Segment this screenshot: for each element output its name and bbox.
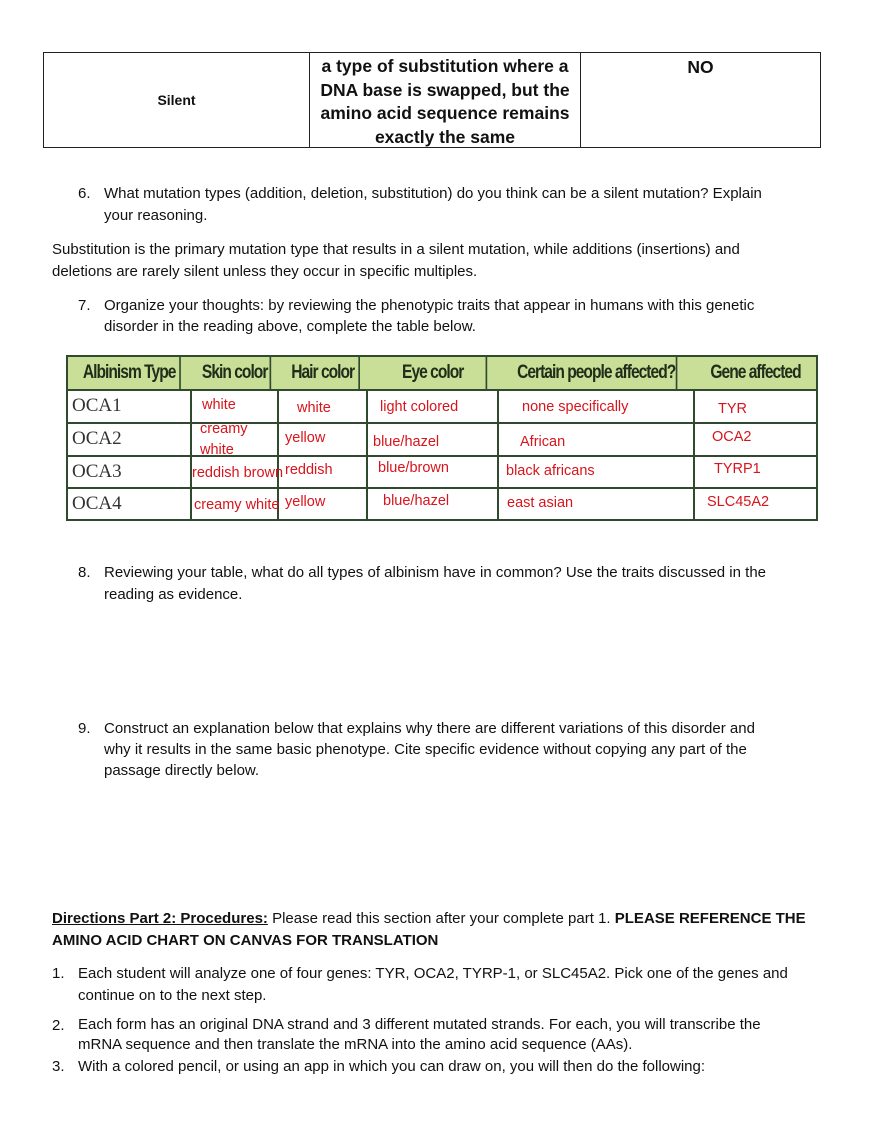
gene-affected-answer[interactable]: TYR	[718, 401, 747, 417]
table-row	[68, 391, 816, 424]
step-number: 1.	[52, 965, 65, 982]
step-line: Each form has an original DNA strand and 3 different mutated strands. For each, you will transcribe the	[78, 1016, 761, 1033]
step-number: 2.	[52, 1017, 65, 1034]
eye-color-cell	[368, 489, 499, 519]
step-line: With a colored pencil, or using an app in which you can draw on, you will then do the following:	[78, 1058, 706, 1075]
question-8-answer-area[interactable]	[104, 610, 824, 710]
hair-color-answer[interactable]: white	[297, 400, 331, 416]
question-line: passage directly below.	[104, 762, 260, 779]
table-header-row	[68, 357, 816, 391]
question-number: 7.	[78, 297, 91, 314]
directions-emphasis-line2: AMINO ACID CHART ON CANVAS FOR TRANSLATION	[52, 932, 439, 949]
question-number: 6.	[78, 185, 91, 202]
people-affected-cell	[499, 391, 695, 422]
question-line: why it results in the same basic phenotype. Cite specific evidence without copying any part of the	[104, 741, 747, 758]
hair-color-answer[interactable]: reddish	[285, 462, 333, 478]
eye-color-cell	[368, 457, 499, 487]
people-affected-answer[interactable]: black africans	[506, 463, 595, 479]
gene-affected-answer[interactable]: SLC45A2	[707, 494, 770, 510]
question-line: your reasoning.	[104, 207, 208, 224]
people-affected-cell	[499, 424, 695, 455]
directions-part-2	[52, 908, 832, 952]
directions-title: Directions Part 2: Procedures:	[52, 910, 268, 927]
albinism-type: OCA3	[68, 457, 192, 487]
hair-color-cell	[279, 391, 368, 422]
question-line: Construct an explanation below that explains why there are different variations of this disorder and	[104, 720, 755, 737]
people-affected-cell	[499, 489, 695, 519]
hair-color-cell	[279, 489, 368, 519]
people-affected-cell	[499, 457, 695, 487]
hair-color-cell	[279, 457, 368, 487]
question-6-answer	[52, 239, 828, 283]
mutation-definition-table	[43, 52, 821, 148]
eye-color-answer[interactable]: blue/hazel	[373, 434, 440, 450]
header-hair-color: Hair color	[287, 357, 360, 389]
header-gene-affected: Gene affected	[710, 362, 801, 383]
skin-color-answer[interactable]: white	[202, 397, 236, 413]
gene-affected-cell	[695, 391, 816, 422]
people-affected-answer[interactable]: African	[520, 434, 566, 450]
gene-affected-cell	[695, 489, 816, 519]
header-people-affected: Certain people affected?	[517, 357, 678, 389]
question-text	[104, 718, 755, 781]
directions-intro: Please read this section after your complete part 1.	[267, 910, 615, 927]
step-text	[78, 963, 788, 1007]
step-text	[78, 1015, 761, 1055]
question-line: Reviewing your table, what do all types of albinism have in common? Use the traits discussed in the	[104, 564, 766, 581]
table-row	[68, 457, 816, 489]
header-skin-color: Skin color	[200, 357, 271, 389]
question-number: 9.	[78, 720, 91, 737]
question-9-answer-area[interactable]	[104, 790, 824, 890]
skin-color-answer[interactable]: reddish brown	[192, 465, 284, 481]
step-line: continue on to the next step.	[78, 987, 267, 1004]
table-row	[68, 489, 816, 519]
mutation-definition-cell: a type of substitution where a DNA base is swapped, but the amino acid sequence remains exactly the same	[310, 53, 581, 147]
question-line: disorder in the reading above, complete the table below.	[104, 318, 476, 335]
skin-color-answer-line2[interactable]: white	[200, 442, 234, 458]
gene-affected-answer[interactable]: TYRP1	[714, 461, 761, 477]
gene-affected-answer[interactable]: OCA2	[712, 429, 752, 445]
mutation-type-cell: Silent	[44, 53, 310, 147]
hair-color-cell	[279, 424, 368, 455]
eye-color-cell	[368, 391, 499, 422]
skin-color-answer[interactable]: creamy white	[194, 497, 280, 513]
albinism-type: OCA2	[68, 424, 192, 455]
albinism-traits-table	[66, 355, 818, 521]
step-number: 3.	[52, 1058, 65, 1075]
question-text	[104, 295, 754, 337]
skin-color-cell	[192, 457, 284, 487]
gene-affected-cell	[695, 457, 816, 487]
people-affected-answer[interactable]: none specifically	[522, 399, 629, 415]
albinism-type: OCA4	[68, 489, 192, 519]
skin-color-cell	[192, 391, 279, 422]
skin-color-cell	[192, 489, 279, 519]
eye-color-answer[interactable]: blue/hazel	[383, 493, 450, 509]
question-text	[104, 183, 828, 227]
question-text	[104, 562, 766, 606]
step-text	[78, 1056, 705, 1078]
hair-color-answer[interactable]: yellow	[285, 494, 326, 510]
header-albinism-type: Albinism Type	[79, 357, 181, 389]
people-affected-answer[interactable]: east asian	[507, 495, 574, 511]
eye-color-answer[interactable]: light colored	[380, 399, 459, 415]
step-line: mRNA sequence and then translate the mRNA into the amino acid sequence (AAs).	[78, 1036, 633, 1053]
skin-color-cell	[192, 421, 279, 458]
albinism-type: OCA1	[68, 391, 192, 422]
hair-color-answer[interactable]: yellow	[285, 430, 326, 446]
header-eye-color: Eye color	[380, 357, 487, 389]
protein-change-cell: NO	[687, 57, 714, 77]
question-line: reading as evidence.	[104, 586, 243, 603]
question-line: What mutation types (addition, deletion, substitution) do you think can be a silent mutation? Explain	[104, 185, 762, 202]
eye-color-answer[interactable]: blue/brown	[378, 460, 449, 476]
question-line: Organize your thoughts: by reviewing the phenotypic traits that appear in humans with this genetic	[104, 297, 755, 314]
question-number: 8.	[78, 564, 91, 581]
directions-emphasis-line1: PLEASE REFERENCE THE	[614, 910, 806, 927]
answer-line: Substitution is the primary mutation type that results in a silent mutation, while additions (insertions) and	[52, 241, 740, 258]
table-row	[68, 421, 816, 458]
step-line: Each student will analyze one of four genes: TYR, OCA2, TYRP-1, or SLC45A2. Pick one of the genes and	[78, 965, 788, 982]
directions-heading	[52, 908, 832, 930]
skin-color-answer-line1[interactable]: creamy	[200, 421, 248, 437]
gene-affected-cell	[695, 424, 816, 455]
eye-color-cell	[368, 424, 499, 455]
answer-line: deletions are rarely silent unless they occur in specific multiples.	[52, 263, 478, 280]
